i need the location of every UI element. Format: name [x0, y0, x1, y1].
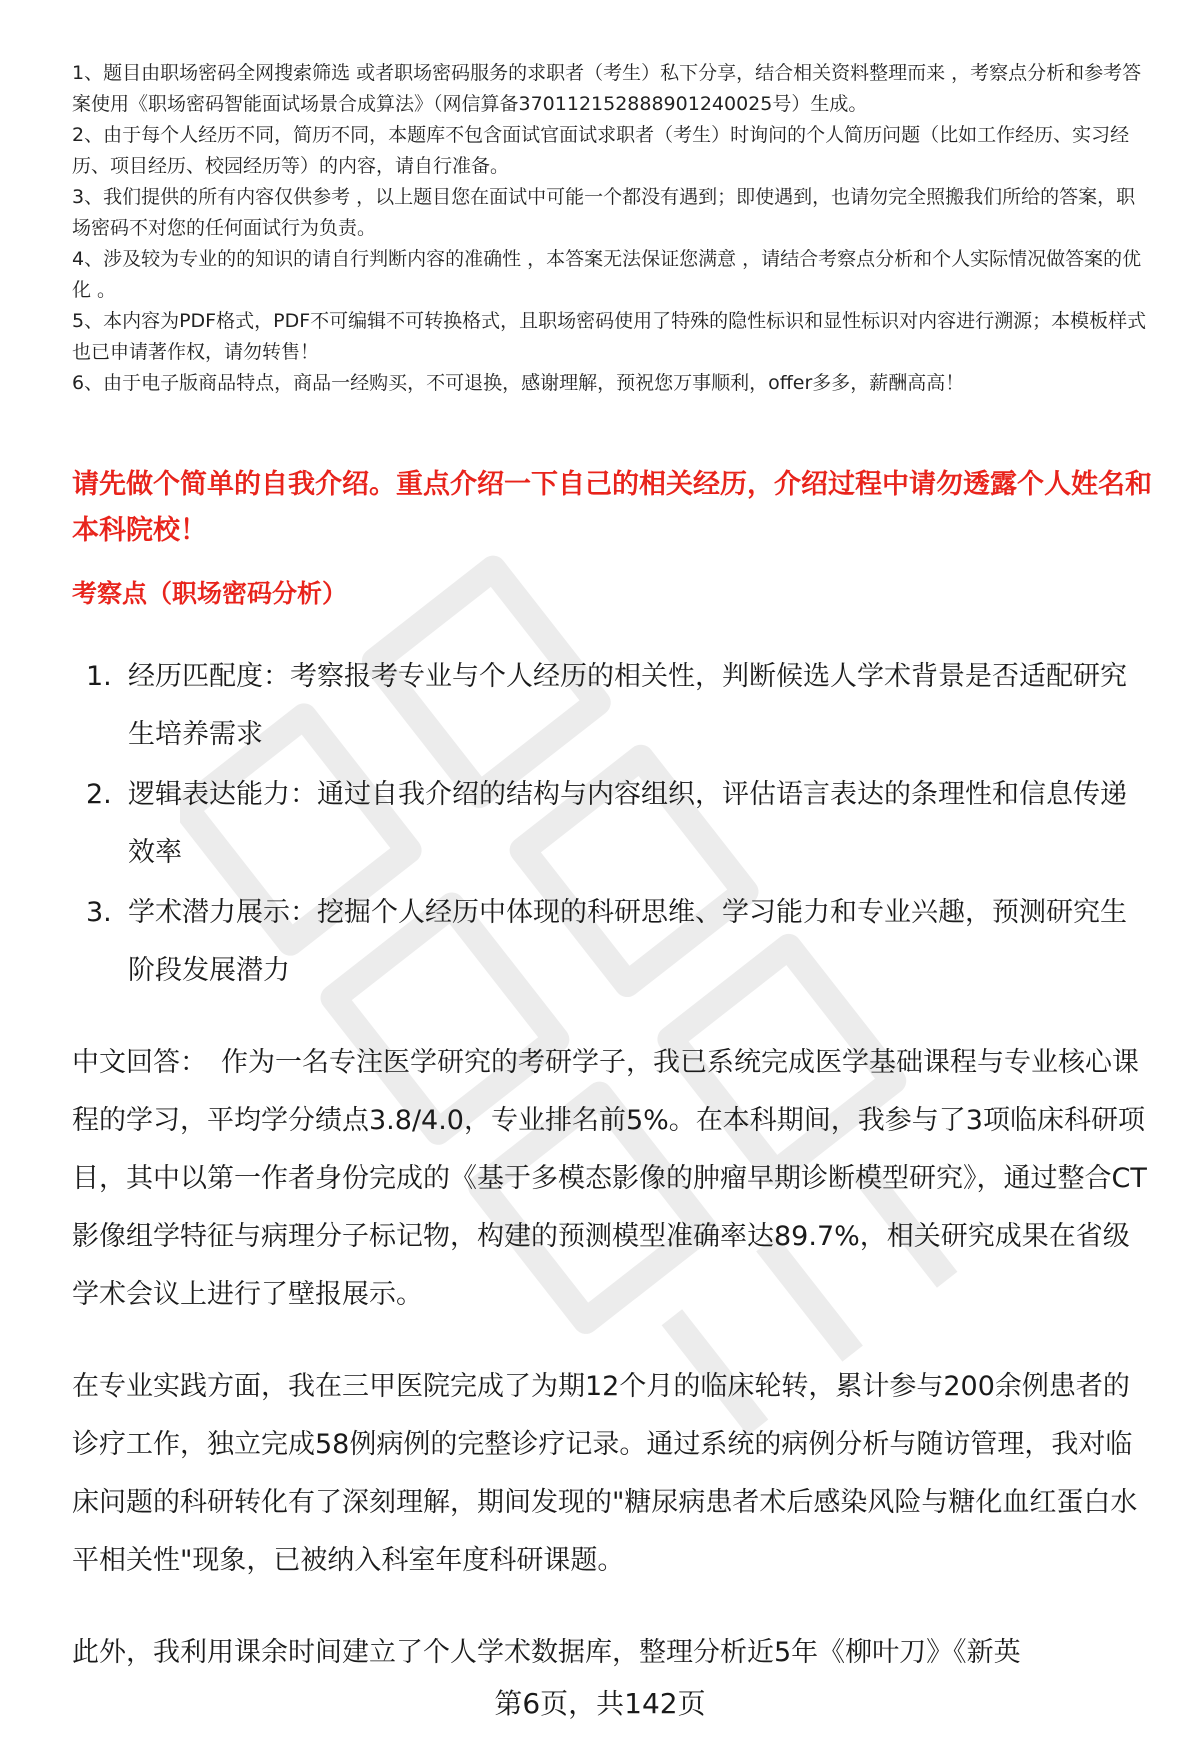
answer-paragraph: 在专业实践方面，我在三甲医院完成了为期12个月的临床轮转，累计参与200余例患者的诊疗工作，独立完成58例病例的完整诊疗记录。通过系统的病例分析与随访管理，我对临床问题的科研转化有了深刻理解，期间发现的"糖尿病患者术后感染风险与糖化血红蛋白水平相关性"现象，已被纳入科室年度科研课题。: [72, 1371, 1138, 1576]
list-number: 2.: [86, 779, 112, 810]
answer-section: [72, 1034, 1152, 1716]
list-item: [72, 648, 1152, 764]
interview-question: 请先做个简单的自我介绍。重点介绍一下自己的相关经历，介绍过程中请勿透露个人姓名和本科院校！: [72, 469, 1152, 546]
analysis-heading: 考察点（职场密码分析）: [72, 579, 348, 608]
answer-paragraph: [72, 1034, 1152, 1324]
list-item: [72, 884, 1152, 1000]
note-item: 4、涉及较为专业的的知识的请自行判断内容的准确性 ，本答案无法保证您满意 ，请结合考察点分析和个人实际情况做答案的优化 。: [72, 248, 1142, 301]
note-item: 5、本内容为PDF格式，PDF不可编辑不可转换格式，且职场密码使用了特殊的隐性标识和显性标识对内容进行溯源；本模板样式也已申请著作权，请勿转售！: [72, 310, 1147, 363]
page-number: 第6页，共142页: [494, 1687, 706, 1720]
list-text: 逻辑表达能力：通过自我介绍的结构与内容组织，评估语言表达的条理性和信息传递效率: [128, 779, 1127, 868]
disclaimer-notes: [72, 58, 1152, 399]
list-item: [72, 766, 1152, 882]
note-item: 6、由于电子版商品特点，商品一经购买，不可退换，感谢理解，预祝您万事顺利，offer多多，薪酬高高！: [72, 372, 965, 394]
list-number: 1.: [86, 661, 112, 692]
answer-paragraph: 此外，我利用课余时间建立了个人学术数据库，整理分析近5年《柳叶刀》《新英: [72, 1637, 1021, 1668]
list-number: 3.: [86, 897, 112, 928]
answer-label: 中文回答：: [72, 1047, 207, 1078]
note-item: 1、题目由职场密码全网搜索筛选 或者职场密码服务的求职者（考生）私下分享，结合相关资料整理而来 ，考察点分析和参考答案使用《职场密码智能面试场景合成算法》（网信算备370112152888901240025号）生成。: [72, 62, 1142, 115]
list-text: 学术潜力展示：挖掘个人经历中体现的科研思维、学习能力和专业兴趣，预测研究生阶段发展潜力: [128, 897, 1127, 986]
analysis-points: [72, 648, 1152, 1002]
note-item: 2、由于每个人经历不同，简历不同，本题库不包含面试官面试求职者（考生）时询问的个人简历问题（比如工作经历、实习经历、项目经历、校园经历等）的内容，请自行准备。: [72, 124, 1130, 177]
note-item: 3、我们提供的所有内容仅供参考 ，以上题目您在面试中可能一个都没有遇到；即使遇到，也请勿完全照搬我们所给的答案，职场密码不对您的任何面试行为负责。: [72, 186, 1136, 239]
list-text: 经历匹配度：考察报考专业与个人经历的相关性，判断候选人学术背景是否适配研究生培养需求: [128, 661, 1127, 750]
answer-text: 作为一名专注医学研究的考研学子，我已系统完成医学基础课程与专业核心课程的学习，平均学分绩点3.8/4.0，专业排名前5%。在本科期间，我参与了3项临床科研项目，其中以第一作者身份完成的《基于多模态影像的肿瘤早期诊断模型研究》，通过整合CT影像组学特征与病理分子标记物，构建的预测模型准确率达89.7%，相关研究成果在省级学术会议上进行了壁报展示。: [72, 1047, 1147, 1310]
